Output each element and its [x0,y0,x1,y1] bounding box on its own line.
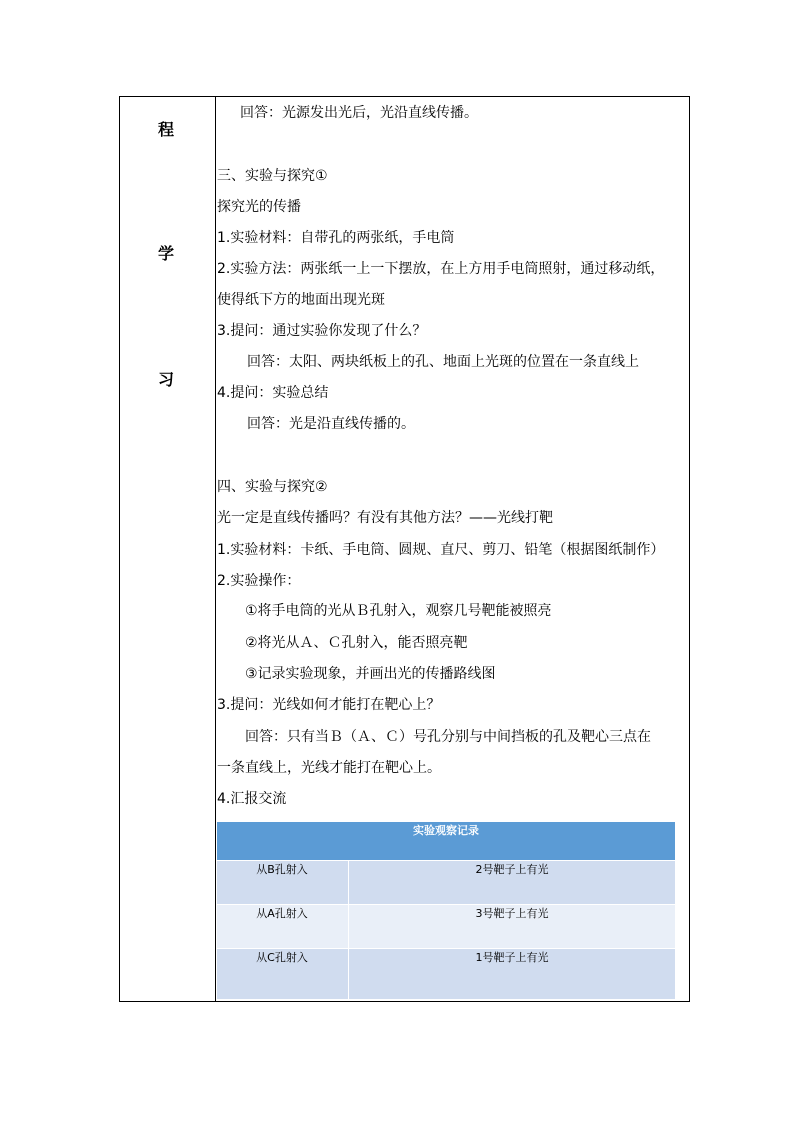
s3-item-4: 4.提问：实验总结 [217,385,329,401]
s3-item-2-line-2: 使得纸下方的地面出现光斑 [217,292,385,308]
s4-step-3: ③记录实验现象，并画出光的传播路线图 [245,666,496,682]
row-result: 1号靶子上有光 [348,949,675,999]
s4-step-2: ②将光从Ａ、Ｃ孔射入，能否照亮靶 [245,635,468,651]
answer-1: 回答：光源发出光后，光沿直线传播。 [240,105,478,121]
column-divider [215,96,216,1002]
s4-answer-3-line-2: 一条直线上，光线才能打在靶心上。 [217,760,441,776]
side-label-char-1: 程 [158,120,175,139]
section-3-subtitle: 探究光的传播 [217,199,301,215]
row-result: 2号靶子上有光 [348,861,675,904]
section-3-title: 三、实验与探究① [217,168,328,184]
s3-item-1: 1.实验材料：自带孔的两张纸，手电筒 [217,230,455,246]
s3-answer-4: 回答：光是沿直线传播的。 [247,416,415,432]
section-4-subtitle: 光一定是直线传播吗？有没有其他方法？——光线打靶 [217,510,553,526]
row-result: 3号靶子上有光 [348,905,675,948]
s4-item-2: 2.实验操作： [217,573,301,589]
s4-step-1: ①将手电筒的光从Ｂ孔射入，观察几号靶能被照亮 [245,603,552,619]
s4-item-3: 3.提问：光线如何才能打在靶心上？ [217,697,441,713]
s3-item-3: 3.提问：通过实验你发现了什么？ [217,323,427,339]
row-entry: 从A孔射入 [256,907,308,920]
side-label-char-3: 习 [158,370,175,389]
s3-item-2-line-1: 2.实验方法：两张纸一上一下摆放，在上方用手电筒照射，通过移动纸， [217,261,665,277]
table-row [217,905,675,948]
side-label-char-2: 学 [158,244,175,263]
section-4-title: 四、实验与探究② [217,479,328,495]
observation-record-table [217,822,675,996]
table-row [217,861,675,904]
row-entry: 从B孔射入 [256,863,308,876]
row-entry: 从C孔射入 [256,951,308,964]
s4-item-4: 4.汇报交流 [217,791,287,807]
s4-item-1: 1.实验材料：卡纸、手电筒、圆规、直尺、剪刀、铅笔（根据图纸制作） [217,542,665,558]
s4-answer-3-line-1: 回答：只有当Ｂ（Ａ、Ｃ）号孔分别与中间挡板的孔及靶心三点在 [245,729,651,745]
table-header: 实验观察记录 [217,822,675,860]
s3-answer-3: 回答：太阳、两块纸板上的孔、地面上光斑的位置在一条直线上 [247,354,639,370]
table-row [217,949,675,999]
